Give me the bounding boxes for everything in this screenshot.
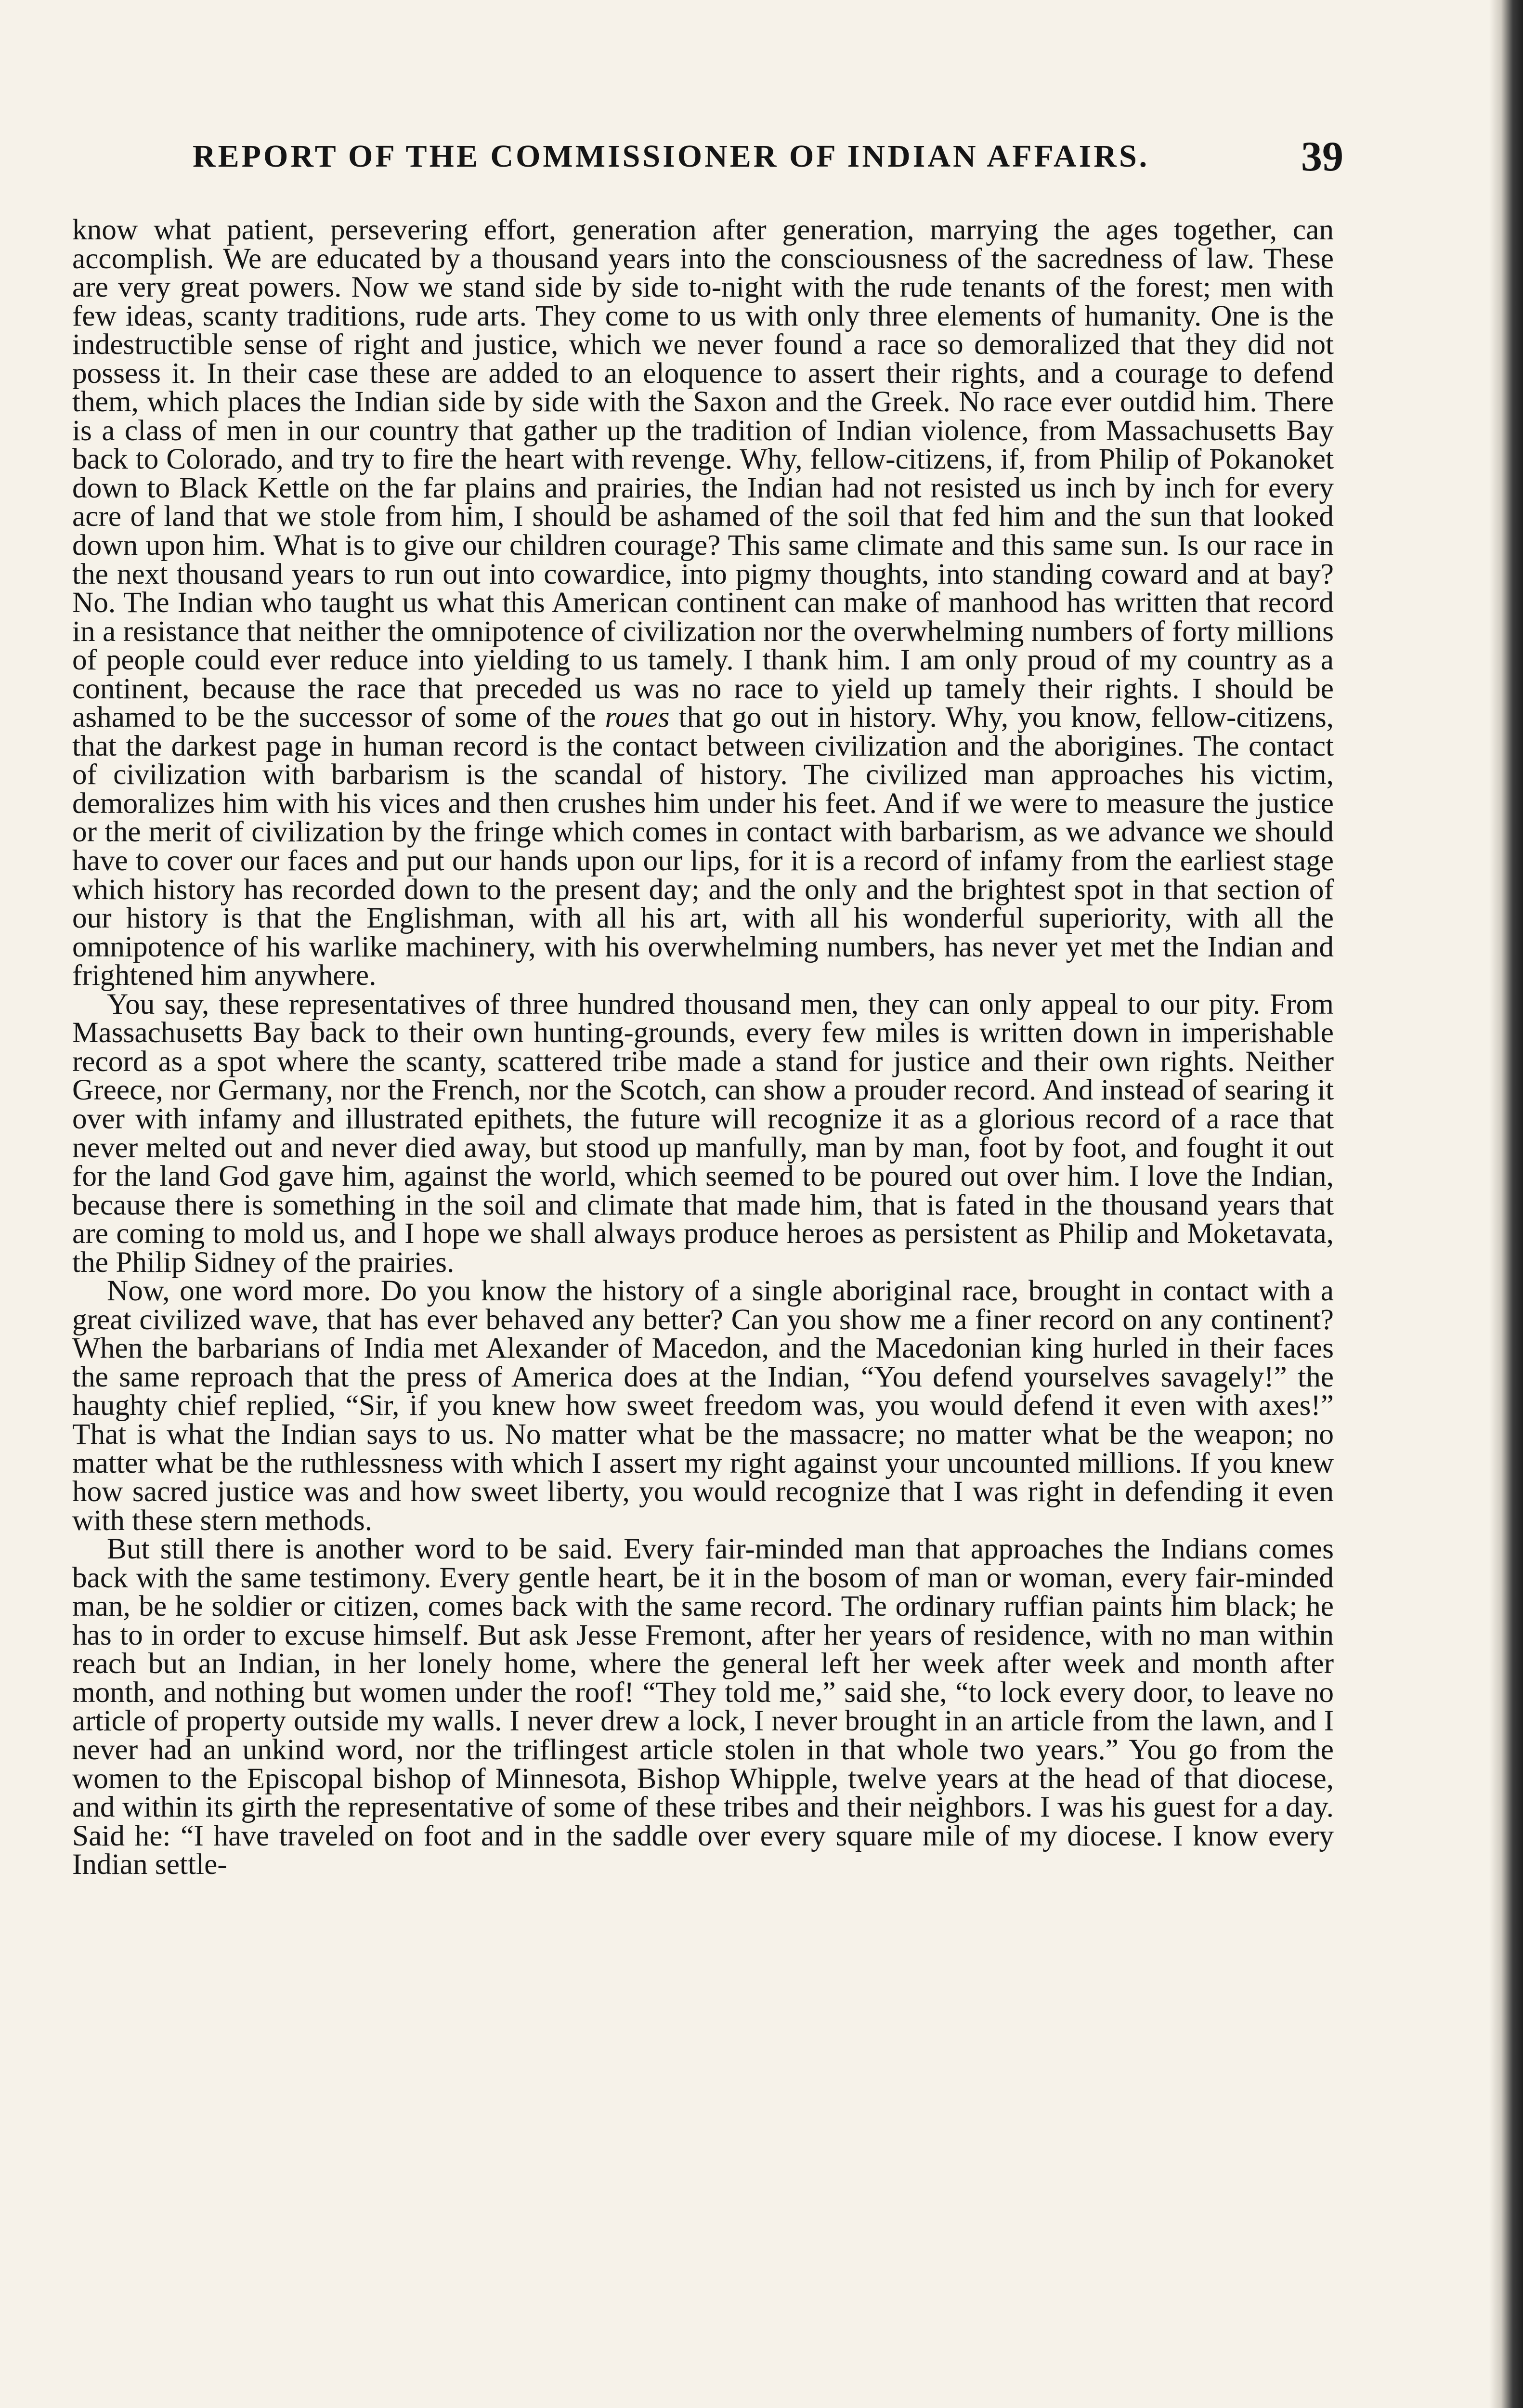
paragraph-2-text: You say, these representatives of three hundred thousand men, they can only appeal to our pity. From Massachusetts Bay back to their own hunting-grounds, every few miles is written down in imperishable record as a spot where the scanty, scattered tribe made a stand for justice and their own rights. Neither Greece, nor Germany, nor the French, nor the Scotch, can show a prouder record. And instead of searing it over with infamy and illustrated epithets, the future will recognize it as a glorious record of a race that never melted out and never died away, but stood up manfully, man by man, foot by foot, and fought it out for the land God gave him, against the world, which seemed to be poured out over him. I love the Indian, because there is something in the soil and climate that made him, that is fated in the thousand years that are coming to mold us, and I hope we shall always produce heroes as persistent as Philip and Moketavata, the Philip Sidney of the prairies. (72, 987, 1334, 1279)
paragraph-1-text-b: that go out in history. Why, you know, fellow-citizens, that the darkest page in human record is the contact between civilization and the aborigines. The contact of civilization with barbarism is the scandal of history. The civilized man approaches his victim, demoralizes him with his vices and then crushes him under his feet. And if we were to measure the justice or the merit of civilization by the fringe which comes in contact with barbarism, as we advance we should have to cover our faces and put our hands upon our lips, for it is a record of infamy from the earliest stage which history has recorded down to the present day; and the only and the brightest spot in that section of our history is that the Englishman, with all his art, with all his wonderful superiority, with all the omnipotence of his warlike machinery, with his overwhelming numbers, has never yet met the Indian and frightened him anywhere. (72, 701, 1334, 992)
paragraph-3 (72, 1274, 1334, 1537)
paragraph-4-text: But still there is another word to be said. Every fair-minded man that approaches the Indians comes back with the same testimony. Every gentle heart, be it in the bosom of man or woman, every fair-minded man, be he soldier or citizen, comes back with the same record. The ordinary ruffian paints him black; he has to in order to excuse himself. But ask Jesse Fremont, after her years of residence, with no man within reach but an Indian, in her lonely home, where the general left her week after week and month after month, and nothing but women under the roof! “They told me,” said she, “to lock every door, to leave no article of property outside my walls. I never drew a lock, I never brought in an article from the lawn, and I never had an unkind word, nor the triflingest article stolen in that whole two years.” You go from the women to the Episcopal bishop of Minnesota, Bishop Whipple, twelve years at the head of that diocese, and within its girth the representative of some of these tribes and their neighbors. I was his guest for a day. Said he: “I have traveled on foot and in the saddle over every square mile of my diocese. I know every Indian settle- (72, 1532, 1334, 1881)
paragraph-1-italic: roues (605, 701, 670, 734)
page-edge-shadow (1489, 0, 1523, 2408)
page-number: 39 (1301, 133, 1343, 180)
paragraph-4 (72, 1532, 1334, 1881)
running-head: REPORT OF THE COMMISSIONER OF INDIAN AFFAIRS. (193, 139, 1150, 174)
paragraph-3-text: Now, one word more. Do you know the history of a single aboriginal race, brought in contact with a great civilized wave, that has ever behaved any better? Can you show me a finer record on any continent? When the barbarians of India met Alexander of Macedon, and the Macedonian king hurled in their faces the same reproach that the press of America does at the Indian, “You defend yourselves savagely!” the haughty chief replied, “Sir, if you knew how sweet freedom was, you would defend it even with axes!” That is what the Indian says to us. No matter what be the massacre; no matter what be the weapon; no matter what be the ruthlessness with which I assert my right against your uncounted millions. If you knew how sacred justice was and how sweet liberty, you would recognize that I was right in defending it even with these stern methods. (72, 1274, 1334, 1537)
paragraph-1 (72, 213, 1334, 992)
text-body (72, 213, 1334, 1881)
paragraph-2 (72, 987, 1334, 1279)
page-header (159, 132, 1343, 205)
paragraph-1-text-a: know what patient, persevering effort, generation after generation, marrying the ages together, can accomplish. We are educated by a thousand years into the consciousness of the sacredness of law. These are very great powers. Now we stand side by side to-night with the rude tenants of the forest; men with few ideas, scanty traditions, rude arts. They come to us with only three elements of humanity. One is the indestructible sense of right and justice, which we never found a race so demoralized that they did not possess it. In their case these are added to an eloquence to assert their rights, and a courage to defend them, which places the Indian side by side with the Saxon and the Greek. No race ever outdid him. There is a class of men in our country that gather up the tradition of Indian violence, from Massachusetts Bay back to Colorado, and try to fire the heart with revenge. Why, fellow-citizens, if, from Philip of Pokanoket down to Black Kettle on the far plains and prairies, the Indian had not resisted us inch by inch for every acre of land that we stole from him, I should be ashamed of the soil that fed him and the sun that looked down upon him. What is to give our children courage? This same climate and this same sun. Is our race in the next thousand years to run out into cowardice, into pigmy thoughts, into standing coward and at bay? No. The Indian who taught us what this American continent can make of manhood has written that record in a resistance that neither the omnipotence of civilization nor the overwhelming numbers of forty millions of people could ever reduce into yielding to us tamely. I thank him. I am only proud of my country as a continent, because the race that preceded us was no race to yield up tamely their rights. I should be ashamed to be the successor of some of the (72, 213, 1334, 734)
